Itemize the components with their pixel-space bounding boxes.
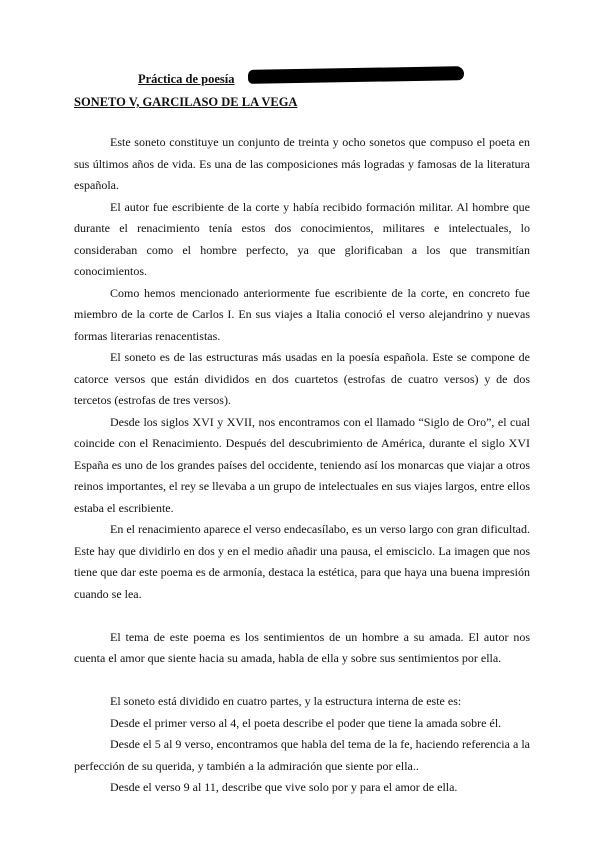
paragraph-golden-age: Desde los siglos XVI y XVII, nos encontramos con el llamado “Siglo de Oro”, el cual coincide con el Renacimiento. Después del descubrimiento de América, durante el siglo XVI España es uno de los grandes países del occidente, teniendo así los monarcas que viajar a otros reinos importantes, el rey se llevaba a un grupo de intelectuales en sus viajes largos, entre ellos estaba el escribiente.: [74, 414, 530, 515]
paragraph-intro: Este soneto constituye un conjunto de treinta y ocho sonetos que compuso el poeta en sus últimos años de vida. Es una de las composiciones más logradas y famosas de la literatura española.: [74, 135, 530, 192]
redaction-mark: [248, 66, 464, 84]
document-title: SONETO V, GARCILASO DE LA VEGA: [74, 95, 298, 109]
paragraph-author: El autor fue escribiente de la corte y había recibido formación militar. Al hombre que durante el renacimiento tenía estos dos conocimientos, militares e intelectuales, lo consideraban como el hombre perfecto, ya que glorificaban a los que transmitían conocimientos.: [74, 199, 530, 278]
paragraph-sonnet-structure: El soneto es de las estructuras más usadas en la poesía española. Este se compone de catorce versos que están divididos en dos cuartetos (estrofas de cuatro versos) y de dos tercetos (estrofas de tres versos).: [74, 350, 530, 407]
paragraph-part-2: Desde el 5 al 9 verso, encontramos que habla del tema de la fe, haciendo referencia a la perfección de su querida, y también a la admiración que siente por ella..: [74, 737, 530, 773]
paragraph-part-3: Desde el verso 9 al 11, describe que vive solo por y para el amor de ella.: [110, 780, 458, 794]
paragraph-court: Como hemos mencionado anteriormente fue escribiente de la corte, en concreto fue miembro de la corte de Carlos I. En sus viajes a Italia conoció el verso alejandrino y nuevas formas literarias renacentistas.: [74, 285, 530, 343]
document-body: [74, 132, 530, 799]
practice-heading: Práctica de poesía: [138, 72, 235, 86]
paragraph-internal-structure: El soneto está dividido en cuatro partes, y la estructura interna de este es:: [110, 694, 462, 708]
paragraph-hendecasyllable: En el renacimiento aparece el verso endecasílabo, es un verso largo con gran dificultad. Este hay que dividirlo en dos y en el medio añadir una pausa, el emisciclo. La imagen que nos tiene que dar este poema es de armonía, destaca la estética, para que haya una buena impresión cuando se lea.: [74, 522, 530, 601]
paragraph-part-1: Desde el primer verso al 4, el poeta describe el poder que tiene la amada sobre él.: [110, 715, 502, 730]
paragraph-theme: El tema de este poema es los sentimientos de un hombre a su amada. El autor nos cuenta el amor que siente hacia su amada, habla de ella y sobre sus sentimientos por ella.: [74, 629, 530, 665]
